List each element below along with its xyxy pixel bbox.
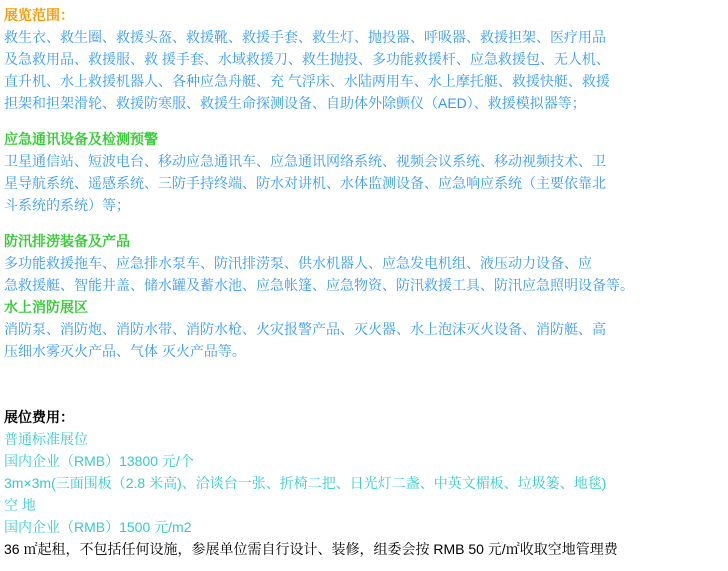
emergency-communication-line-1: 卫星通信站、短波电台、移动应急通讯车、应急通讯网络系统、视频会议系统、移动视频技术、卫 xyxy=(4,153,606,169)
spacer-4 xyxy=(4,384,728,406)
flood-control-line-1: 多功能救援拖车、应急排水泵车、防汛排涝泵、供水机器人、应急发电机组、液压动力设备、应 xyxy=(4,255,592,271)
spacer-3 xyxy=(4,362,728,384)
fees-row-domestic-price: 国内企业（RMB）13800 元/个 xyxy=(4,453,194,469)
fees-row-standard-booth: 普通标准展位 xyxy=(4,431,88,447)
water-fire-zone-line-1: 消防泵、消防炮、消防水带、消防水枪、火灾报警产品、灭火器、水上泡沫灭火设备、消防艇、高 xyxy=(4,321,606,337)
fees-heading: 展位费用： xyxy=(4,409,74,425)
fees-row-raw-space-note: 36 ㎡起租，不包括任何设施，参展单位需自行设计、装修，组委会按 RMB 50 元/㎡收取空地管理费 xyxy=(4,541,618,557)
fees-row-raw-space: 空 地 xyxy=(4,497,36,513)
emergency-communication-line-3: 斗系统的系统）等； xyxy=(4,197,130,213)
section-heading-water-fire-zone: 水上消防展区 xyxy=(4,299,88,315)
section-heading-exhibit-scope: 展览范围： xyxy=(4,7,74,23)
exhibit-scope-line-2: 及急救用品、救援服、救 援手套、水域救援刀、救生抛投、多功能救援杆、应急救援包、无人机、 xyxy=(4,51,610,67)
fees-row-raw-space-price: 国内企业（RMB）1500 元/m2 xyxy=(4,519,192,535)
flood-control-line-2: 急救援艇、智能井盖、储水罐及蓄水池、应急帐篷、应急物资、防汛救援工具、防汛应急照明设备等。 xyxy=(4,277,634,293)
spacer-2 xyxy=(4,216,728,230)
section-heading-emergency-communication: 应急通讯设备及检测预警 xyxy=(4,131,158,147)
emergency-communication-line-2: 星导航系统、遥感系统、三防手持终端、防水对讲机、水体监测设备、应急响应系统（主要依靠北 xyxy=(4,175,606,191)
section-heading-flood-control: 防汛排涝装备及产品 xyxy=(4,233,130,249)
exhibit-scope-line-4: 担架和担架滑轮、救援防寒服、救援生命探测设备、自助体外除颤仪（AED）、救援模拟器等； xyxy=(4,95,586,111)
spacer-1 xyxy=(4,114,728,128)
fees-row-booth-includes: 3m×3m(三面围板（2.8 米高)、洽谈台一张、折椅二把、日光灯二盏、中英文楣板、垃圾篓、地毯) xyxy=(4,475,607,491)
water-fire-zone-line-2: 压细水雾灭火产品、气体 灭火产品等。 xyxy=(4,343,246,359)
exhibit-scope-line-1: 救生衣、救生圈、救援头盔、救援靴、救援手套、救生灯、抛投器、呼吸器、救援担架、医疗用品 xyxy=(4,29,606,45)
exhibit-scope-line-3: 直升机、水上救援机器人、各种应急舟艇、充 气浮床、水陆两用车、水上摩托艇、救援快艇、救援 xyxy=(4,73,610,89)
